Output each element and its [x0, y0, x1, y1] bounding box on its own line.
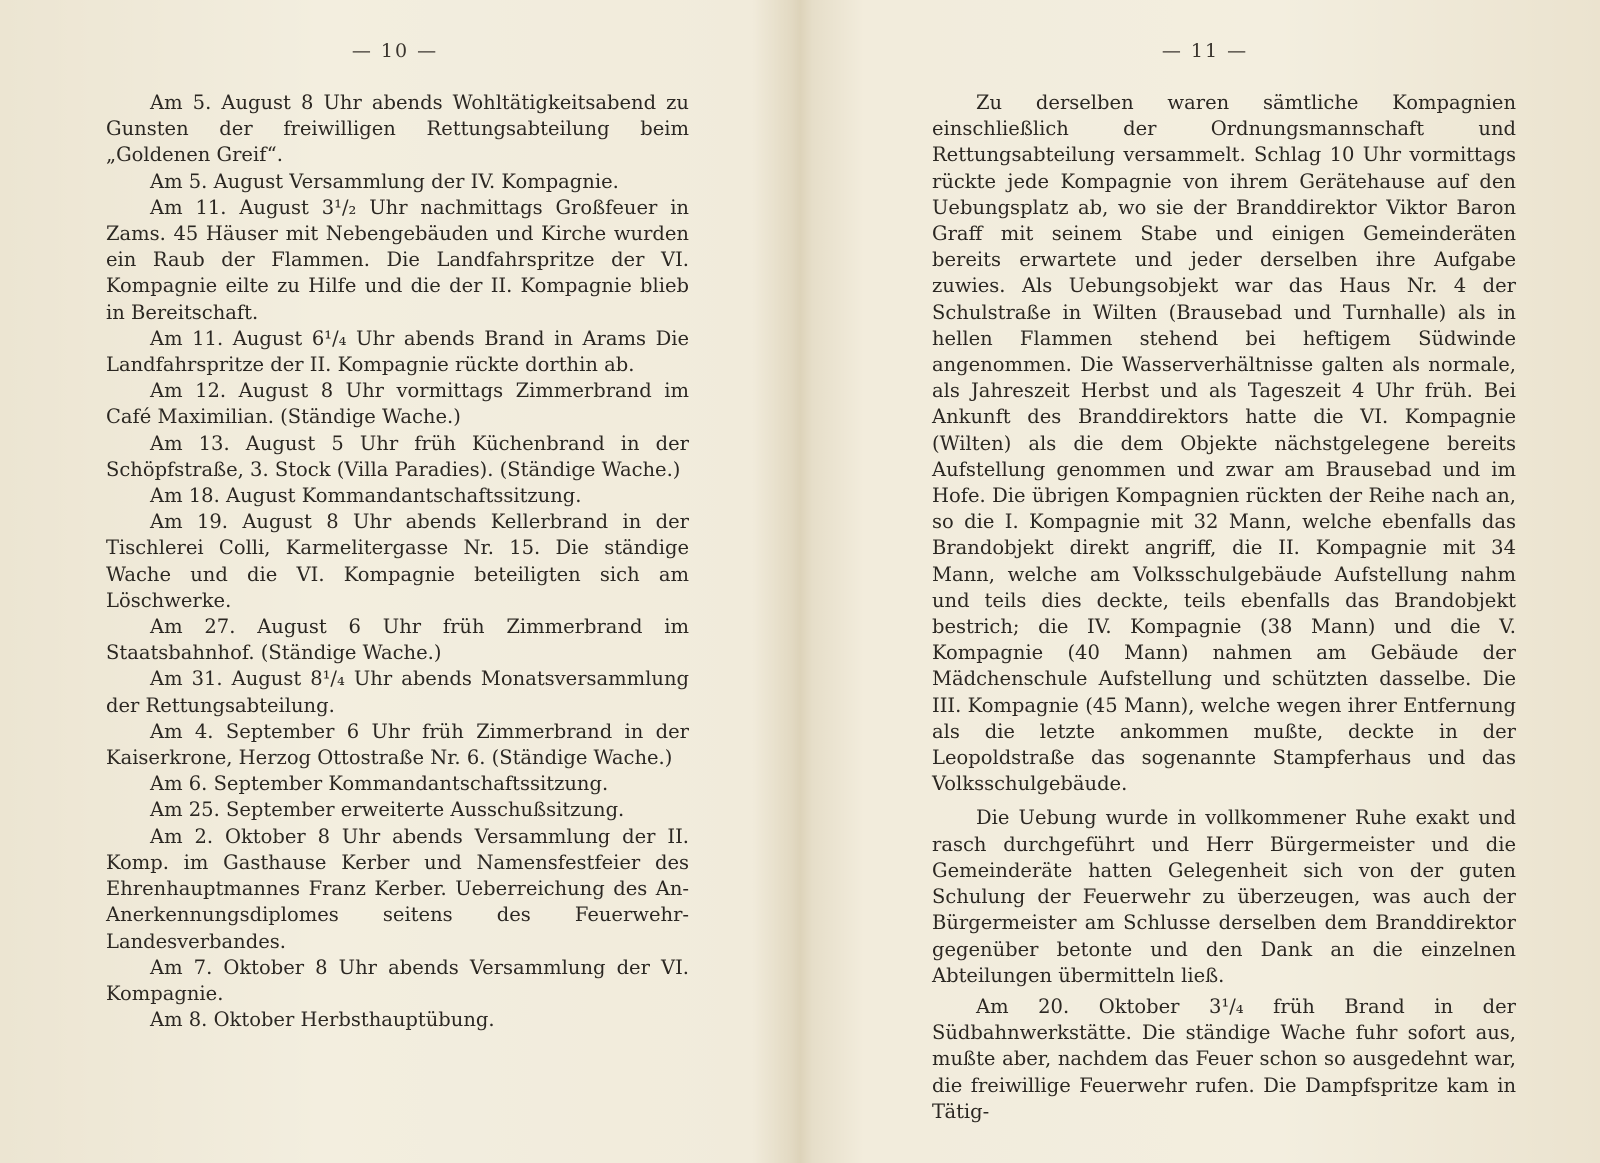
- paragraph: Am 4. September 6 Uhr früh Zimmerbrand in der Kaiserkrone, Herzog Ottostraße Nr. 6. (Ständige Wache.): [106, 719, 689, 770]
- paragraph: Am 12. August 8 Uhr vormittags Zimmerbrand im Café Maximilian. (Ständige Wache.): [106, 379, 689, 429]
- paragraph: Am 11. August 3¹/₂ Uhr nachmittags Großfeuer in Zams. 45 Häuser mit Nebengebäuden und Kirche wurden ein Raub der Flammen. Die Landfahrspritze der VI. Kompagnie eilte zu Hilfe und die der II. Kompagnie blieb in Bereitschaft.: [106, 195, 689, 324]
- paragraph: Am 5. August 8 Uhr abends Wohltätigkeitsabend zu Gunsten der freiwilligen Rettungsabteilung beim „Goldenen Greif“.: [106, 91, 689, 167]
- paragraph: Am 31. August 8¹/₄ Uhr abends Monatsversammlung der Rettungsabteilung.: [106, 667, 689, 717]
- paragraph: Am 27. August 6 Uhr früh Zimmerbrand im Staatsbahnhof. (Ständige Wache.): [106, 615, 689, 665]
- paragraph: Zu derselben waren sämtliche Kompagnien einschließlich der Ordnungsmannschaft und Rettungsabteilung versammelt. Schlag 10 Uhr vormittags rückte jede Kompagnie von ihrem Gerätehause auf den Uebungsplatz ab, wo sie der Branddirektor Viktor Baron Graff mit seinem Stabe und einigen Gemeinderäten bereits erwartete und jeder derselben ihre Aufgabe zuwies. Als Uebungsobjekt war das Haus Nr. 4 der Schulstraße in Wilten (Brausebad und Turnhalle) als in hellen Flammen stehend bei heftigem Südwinde angenommen. Die Wasserverhältnisse galten als normale, als Jahreszeit Herbst und als Tageszeit 4 Uhr früh. Bei Ankunft des Branddirektors hatte die VI. Kompagnie (Wilten) als die dem Objekte nächstgelegene bereits Aufstellung genommen und zwar am Brausebad und im Hofe. Die übrigen Kompagnien rückten der Reihe nach an, so die I. Kompagnie mit 32 Mann, welche ebenfalls das Brandobjekt direkt angriff, die II. Kompagnie mit 34 Mann, welche am Volksschulgebäude Aufstellung nahm und teils dies deckte, teils ebenfalls das Brandobjekt bestrich; die IV. Kompagnie (38 Mann) und die V. Kompagnie (40 Mann) nahmen am Gebäude der Mädchenschule Aufstellung und schützten dasselbe. Die III. Kompagnie (45 Mann), welche wegen ihrer Entfernung als die letzte ankommen mußte, deckte in der Leopoldstraße das sogenannte Stampferhaus und das Volksschulgebäude.: [932, 91, 1516, 796]
- paragraph: Am 18. August Kommandantschaftssitzung.: [150, 484, 582, 508]
- paragraph: Am 8. Oktober Herbsthauptübung.: [150, 1008, 495, 1032]
- paragraph: Am 19. August 8 Uhr abends Kellerbrand in der Tischlerei Colli, Karmelitergasse Nr. 15. Die ständige Wache und die VI. Kompagnie beteiligten sich am Löschwerke.: [106, 510, 689, 612]
- paragraph: Am 11. August 6¹/₄ Uhr abends Brand in Arams Die Landfahrspritze der II. Kompagnie rückte dorthin ab.: [106, 326, 689, 377]
- paragraph: Am 25. September erweiterte Ausschußsitzung.: [150, 798, 625, 822]
- page-text: [932, 90, 1516, 1125]
- paragraph: Am 6. September Kommandantschaftssitzung.: [150, 772, 609, 796]
- paragraph: Die Uebung wurde in vollkommener Ruhe exakt und rasch durchgeführt und Herr Bürgermeister und die Gemeinderäte hatten Gelegenheit sich von der guten Schulung der Feuerwehr zu überzeugen, was auch der Bürgermeister am Schlusse derselben dem Branddirektor gegenüber betonte und den Dank an die einzelnen Abteilungen übermitteln ließ.: [932, 806, 1516, 987]
- page-text: [106, 90, 689, 1033]
- paragraph: Am 13. August 5 Uhr früh Küchenbrand in der Schöpfstraße, 3. Stock (Villa Paradies). (Ständige Wache.): [106, 431, 689, 481]
- right-page: [800, 0, 1600, 1163]
- paragraph: Am 5. August Versammlung der IV. Kompagnie.: [150, 169, 619, 193]
- paragraph: Am 2. Oktober 8 Uhr abends Versammlung der II. Komp. im Gasthause Kerber und Namensfestfeier des Ehrenhauptmannes Franz Kerber. Ueberreichung des An-Anerkennungsdiplomes seitens des Feuerwehr-Landesverbandes.: [106, 824, 689, 953]
- page-number: — 11 —: [1161, 40, 1249, 62]
- paragraph: Am 7. Oktober 8 Uhr abends Versammlung der VI. Kompagnie.: [106, 955, 689, 1005]
- paragraph: Am 20. Oktober 3¹/₄ früh Brand in der Südbahnwerkstätte. Die ständige Wache fuhr sofort aus, mußte aber, nachdem das Feuer schon so ausgedehnt war, die freiwillige Feuerwehr rufen. Die Dampfspritze kam in Tätig-: [932, 994, 1516, 1123]
- page-number: — 10 —: [351, 40, 439, 62]
